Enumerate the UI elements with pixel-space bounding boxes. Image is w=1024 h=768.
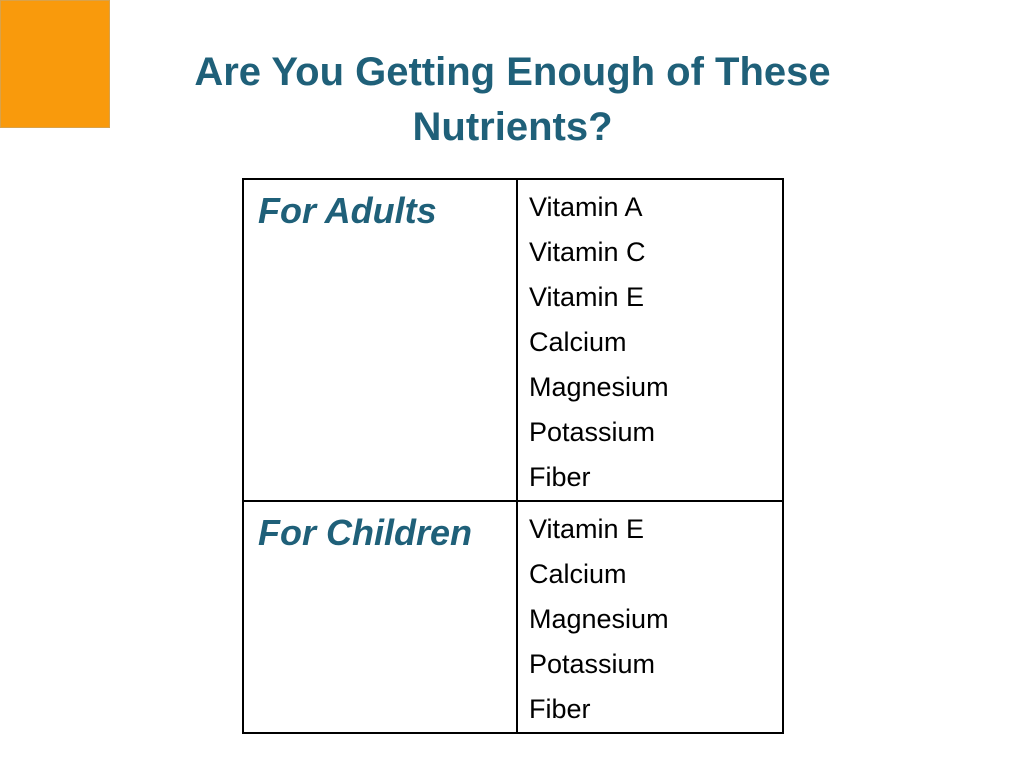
group-label-adults: For Adults <box>258 190 437 231</box>
group-label-cell <box>243 179 517 501</box>
list-item: Magnesium <box>529 372 669 402</box>
list-item: Fiber <box>529 462 591 492</box>
nutrient-list-cell <box>517 501 783 733</box>
list-item: Magnesium <box>529 604 669 634</box>
group-label-cell <box>243 501 517 733</box>
nutrient-list-cell <box>517 179 783 501</box>
nutrient-table <box>242 178 784 734</box>
list-item: Vitamin C <box>529 237 646 267</box>
list-item: Potassium <box>529 417 656 447</box>
nutrient-list-adults <box>518 180 782 500</box>
nutrient-list-children <box>518 502 782 732</box>
list-item: Calcium <box>529 327 627 357</box>
orange-accent-square <box>0 0 110 128</box>
table-row-children <box>243 501 783 733</box>
list-item: Fiber <box>529 694 591 724</box>
list-item: Vitamin E <box>529 282 645 312</box>
group-label-children: For Children <box>258 512 472 553</box>
slide-title: Are You Getting Enough of These Nutrients? <box>194 50 831 149</box>
list-item: Vitamin A <box>529 192 643 222</box>
list-item: Potassium <box>529 649 656 679</box>
table-row-adults <box>243 179 783 501</box>
list-item: Vitamin E <box>529 514 645 544</box>
list-item: Calcium <box>529 559 627 589</box>
